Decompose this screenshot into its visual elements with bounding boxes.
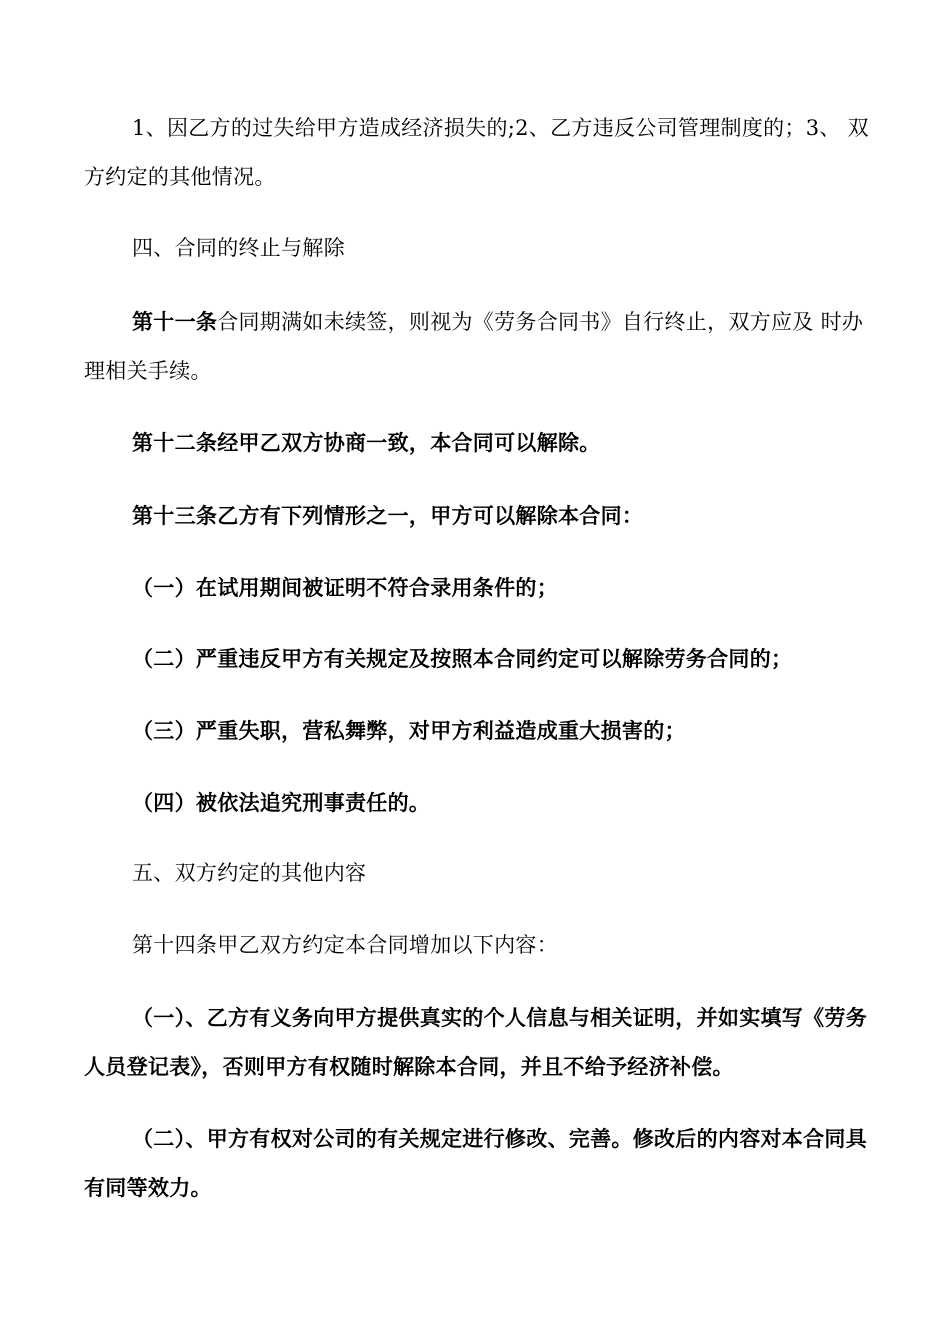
section-heading-5: 五、双方约定的其他内容 (132, 861, 367, 885)
section-heading-4: 四、合同的终止与解除 (132, 236, 345, 260)
article-11-text: 合同期满如未续签，则视为《劳务合同书》自行终止，双方应及 时办理相关手续。 (84, 310, 864, 383)
article-12: 第十二条经甲乙双方协商一致，本合同可以解除。 (132, 430, 601, 455)
article-13: 第十三条乙方有下列情形之一，甲方可以解除本合同： (132, 503, 644, 528)
list-item-2: （二）严重违反甲方有关规定及按照本合同约定可以解除劳务合同的； (132, 646, 793, 671)
paragraph-termination-conditions: 1、因乙方的过失给甲方造成经济损失的;2、乙方违反公司管理制度的；3、 双方约定的其他情况。 (84, 116, 869, 189)
list-item-3: （三）严重失职，营私舞弊，对甲方利益造成重大损害的； (132, 718, 686, 743)
sub-item-1: （一）、乙方有义务向甲方提供真实的个人信息与相关证明，并如实填写《劳务人员登记表》，否则甲方有权随时解除本合同，并且不给予经济补偿。 (84, 1005, 867, 1079)
article-11-label: 第十一条 (132, 309, 218, 334)
list-item-4: （四）被依法追究刑事责任的。 (132, 790, 431, 815)
article-14: 第十四条甲乙双方约定本合同增加以下内容： (132, 933, 558, 957)
list-item-1: （一）在试用期间被证明不符合录用条件的； (132, 575, 558, 600)
article-11 (84, 297, 884, 396)
sub-item-2: （二）、甲方有权对公司的有关规定进行修改、完善。修改后的内容对本合同具有同等效力。 (84, 1126, 867, 1200)
